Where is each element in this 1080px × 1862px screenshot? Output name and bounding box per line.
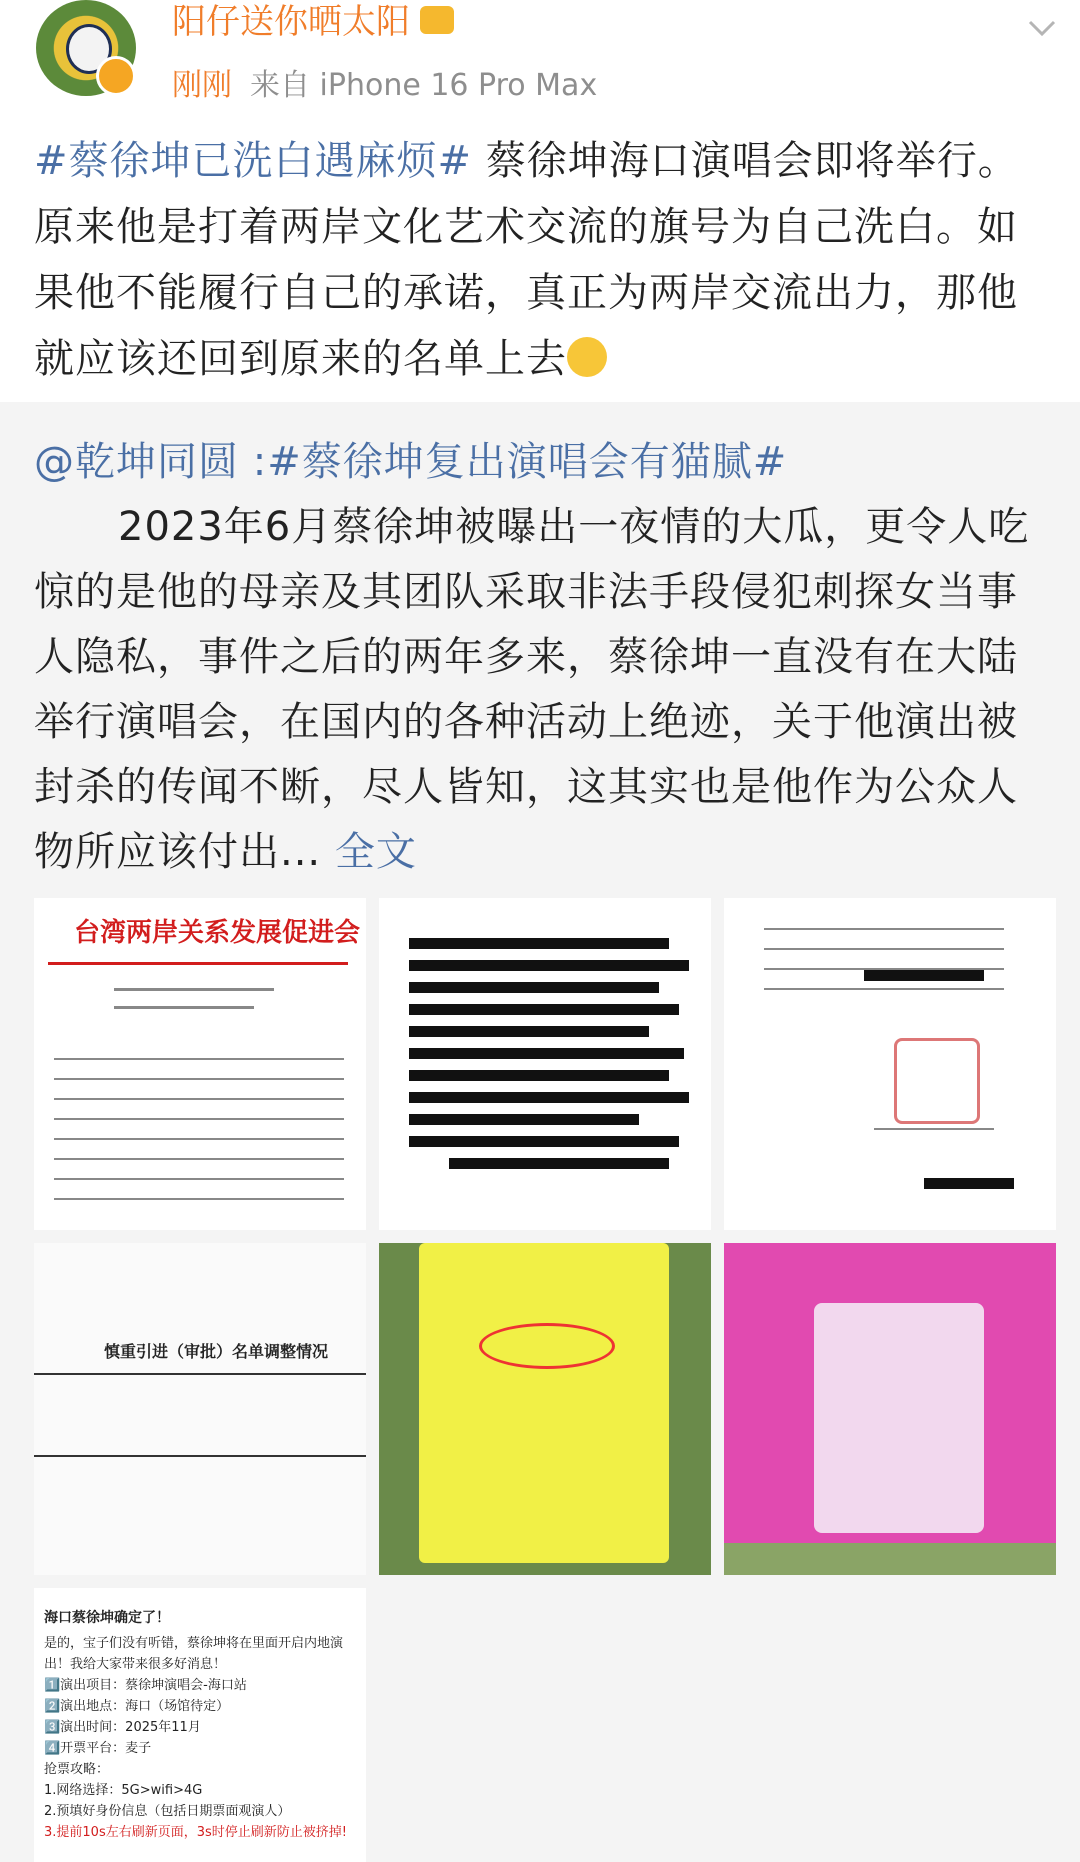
notice-tips-title: 抢票攻略： [44,1762,110,1777]
verified-badge-icon [96,56,136,96]
notice-tip: 2.预填好身份信息（包括日期票面观演人） [44,1804,291,1819]
chevron-down-icon[interactable] [1024,10,1060,46]
post-body [34,128,1044,392]
doc-line [114,1006,254,1009]
doc-line [54,1138,344,1140]
notice-step: 1️⃣演出项目：蔡徐坤演唱会-海口站 [44,1678,247,1693]
redaction-bar [409,982,659,993]
redaction-bar [409,1070,669,1081]
post-header [0,0,1080,120]
doc-line [764,948,1004,950]
full-text-link[interactable]: 全文 [334,829,417,875]
post-source: 来自 iPhone 16 Pro Max [250,68,598,103]
post-hashtag[interactable]: #蔡徐坤已洗白遇麻烦# [34,138,473,184]
doc-line [54,1158,344,1160]
redaction-bar [409,1026,649,1037]
notice-title: 海口蔡徐坤确定了！ [44,1610,170,1626]
redaction-bar [924,1178,1014,1189]
doc-line [54,1198,344,1200]
redaction-bar [409,938,669,949]
highlight-circle [479,1323,615,1369]
event-poster [419,1243,669,1563]
official-seal [894,1038,980,1124]
notice-tip: 3.提前10s左右刷新页面，3s时停止刷新防止被挤掉! [44,1825,347,1840]
repost-author[interactable]: @乾坤同圆 [34,439,239,485]
redaction-bar [864,970,984,981]
post-content: 蔡徐坤海口演唱会即将举行。原来他是打着两岸文化艺术交流的旗号为自己洗白。如果他不能履行自己的承诺，真正为两岸交流出力，那他就应该还回到原来的名单上去 [34,138,1019,382]
notice-step: 4️⃣开票平台：麦子 [44,1741,152,1756]
doc-line [54,1078,344,1080]
notice-intro: 是的，宝子们没有听错，蔡徐坤将在里面开启内地演出！我给大家带来很多好消息！ [44,1636,344,1672]
redaction-bar [409,960,689,971]
repost-content: 2023年6月蔡徐坤被曝出一夜情的大瓜，更令人吃惊的是他的母亲及其团队采取非法手段侵犯刺探女当事人隐私，事件之后的两年多来，蔡徐坤一直没有在大陆举行演唱会，在国内的各种活动上绝迹，关于他演出被封杀的传闻不断，尽人皆知，这其实也是他作为公众人物所应该付出... [34,504,1030,875]
table-title: 慎重引进（审批）名单调整情况 [104,1342,329,1361]
image-thumbnail-5[interactable] [379,1243,711,1575]
username[interactable] [172,0,454,43]
redaction-bar [409,1114,639,1125]
doc-line [54,1118,344,1120]
document-table [34,1373,366,1457]
image-thumbnail-7[interactable] [34,1588,366,1862]
notice-step: 3️⃣演出时间：2025年11月 [44,1720,201,1735]
notice-tip: 1.网络选择：5G>wifi>4G [44,1783,203,1798]
repost-hashtag[interactable]: #蔡徐坤复出演唱会有猫腻# [267,439,788,485]
redaction-bar [409,1004,679,1015]
notice-text [44,1608,354,1843]
post-meta [172,60,597,104]
event-panel [814,1303,984,1533]
doc-line [764,928,1004,930]
image-thumbnail-4[interactable] [34,1243,366,1575]
doc-line [874,1128,994,1130]
doc-line [54,1058,344,1060]
divider [48,962,348,965]
username-text[interactable]: 阳仔送你晒太阳 [172,2,410,42]
repost-body [34,430,1046,885]
redaction-bar [449,1158,669,1169]
redaction-bar [409,1048,684,1059]
doc-line [114,988,274,991]
repost-separator: : [239,439,268,485]
image-thumbnail-1[interactable] [34,898,366,1230]
redaction-bar [409,1136,679,1147]
redaction-bar [409,1092,689,1103]
notice-step: 2️⃣演出地点：海口（场馆待定） [44,1699,230,1714]
doc-line [54,1098,344,1100]
smile-emoji-icon [567,337,607,377]
image-thumbnail-3[interactable] [724,898,1056,1230]
image-thumbnail-6[interactable] [724,1243,1056,1575]
doc-line [54,1178,344,1180]
event-board [724,1243,1056,1543]
doc-title: 台湾两岸关系发展促进会 [74,918,361,948]
vip-crown-icon [420,6,454,34]
image-thumbnail-2[interactable] [379,898,711,1230]
post-time: 刚刚 [172,68,232,103]
doc-line [764,988,1004,990]
